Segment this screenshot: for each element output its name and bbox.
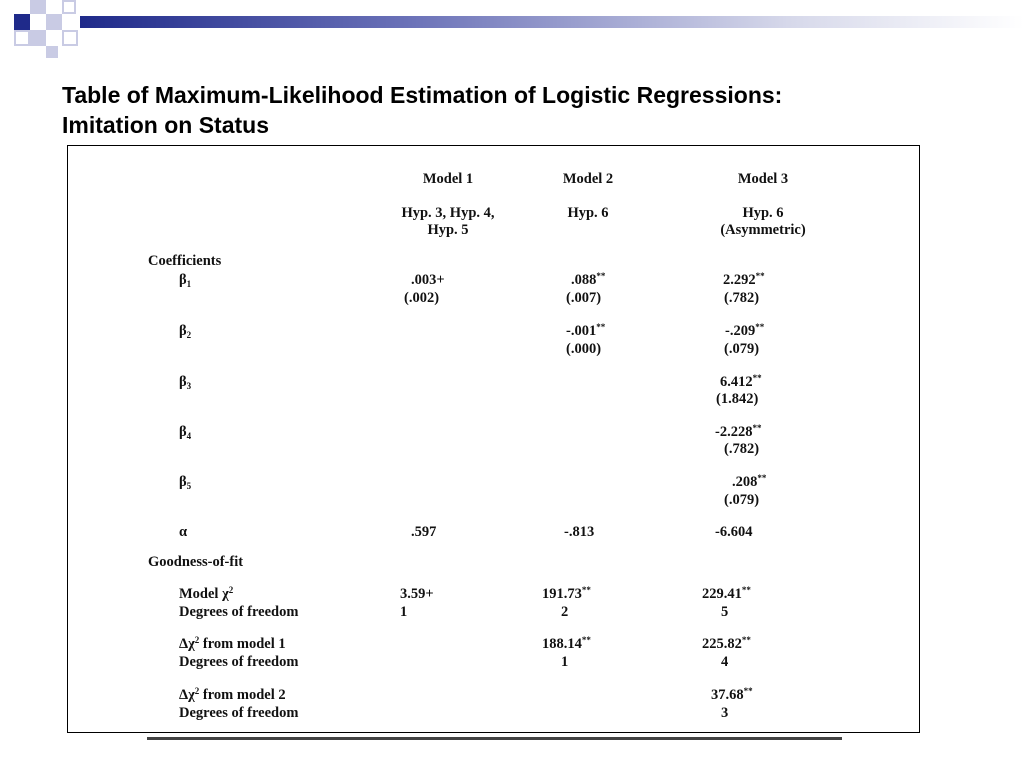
significance: ** xyxy=(596,322,606,332)
value: -2.228 xyxy=(715,424,753,440)
significance: ** xyxy=(581,635,591,645)
row-label-delta-chi2-model2 xyxy=(179,687,286,704)
model-chi2-model2-df: 2 xyxy=(561,604,569,620)
significance: ** xyxy=(755,322,765,332)
row-label-dof: Degrees of freedom xyxy=(179,705,299,721)
beta5-model3-se: (.079) xyxy=(724,492,760,508)
beta-symbol: β xyxy=(179,374,187,390)
deco-square-dark xyxy=(14,14,30,30)
beta5-model3 xyxy=(732,474,766,491)
row-label-beta-3 xyxy=(179,374,191,391)
slide-title-line-1: Table of Maximum-Likelihood Estimation of Logistic Regressions: xyxy=(62,82,783,108)
beta2-model2-se: (.000) xyxy=(566,341,602,357)
value: .208 xyxy=(732,474,758,490)
beta1-model2-se: (.007) xyxy=(566,290,602,306)
superscript: 2 xyxy=(194,686,200,696)
delta-chi2-m2-model3 xyxy=(711,687,753,704)
significance: ** xyxy=(741,635,751,645)
section-coefficients: Coefficients xyxy=(148,253,222,269)
delta-chi2-m1-model3-df: 4 xyxy=(721,654,729,670)
superscript: 2 xyxy=(194,635,200,645)
deco-square-outline xyxy=(62,30,78,46)
row-label-beta-5 xyxy=(179,474,191,491)
significance: ** xyxy=(581,585,591,595)
significance: ** xyxy=(755,271,765,281)
row-label-dof: Degrees of freedom xyxy=(179,654,299,670)
delta-chi2-m2-model3-df: 3 xyxy=(721,705,729,721)
significance: ** xyxy=(752,373,762,383)
beta-subscript: 5 xyxy=(186,481,192,491)
deco-square-outline xyxy=(14,30,30,46)
beta-subscript: 1 xyxy=(186,279,192,289)
significance: ** xyxy=(757,473,767,483)
header-model-1-hyp-2: Hyp. 5 xyxy=(427,222,469,238)
header-model-3-hyp-2: (Asymmetric) xyxy=(720,222,806,238)
value: 37.68 xyxy=(711,687,744,703)
beta3-model3 xyxy=(720,374,762,391)
header-model-3: Model 3 xyxy=(737,171,789,187)
section-goodness-of-fit: Goodness-of-fit xyxy=(148,554,244,570)
beta-symbol: β xyxy=(179,323,187,339)
beta2-model3-se: (.079) xyxy=(724,341,760,357)
delta-chi2-m1-model2 xyxy=(542,636,591,653)
deco-square-light xyxy=(30,30,46,46)
label: Δχ xyxy=(179,636,195,652)
header-model-2-hyp: Hyp. 6 xyxy=(567,205,609,221)
beta1-model2 xyxy=(571,272,605,289)
beta-symbol: β xyxy=(179,424,187,440)
beta1-model3-se: (.782) xyxy=(724,290,760,306)
model-chi2-model1-df: 1 xyxy=(400,604,408,620)
value: .088 xyxy=(571,272,597,288)
header-model-1-hyp: Hyp. 3, Hyp. 4, xyxy=(401,205,495,221)
alpha-model1: .597 xyxy=(411,524,437,540)
slide-title-line-2: Imitation on Status xyxy=(62,112,269,138)
label-suffix: from model 1 xyxy=(199,636,286,652)
model-chi2-model3 xyxy=(702,586,751,603)
value: 188.14 xyxy=(542,636,582,652)
beta1-model3 xyxy=(723,272,765,289)
deco-square-light xyxy=(46,46,58,58)
value: 225.82 xyxy=(702,636,742,652)
delta-chi2-m1-model3 xyxy=(702,636,751,653)
header-model-2: Model 2 xyxy=(562,171,614,187)
delta-chi2-m1-model2-df: 1 xyxy=(561,654,569,670)
deco-square-light xyxy=(30,0,46,14)
beta4-model3-se: (.782) xyxy=(724,441,760,457)
beta-subscript: 2 xyxy=(186,330,192,340)
beta-symbol: β xyxy=(179,474,187,490)
alpha-model2: -.813 xyxy=(564,524,595,540)
beta-symbol: β xyxy=(179,272,187,288)
value: -.001 xyxy=(566,323,597,339)
beta1-model1-se: (.002) xyxy=(404,290,440,306)
regression-table xyxy=(67,145,920,733)
slide-title xyxy=(62,80,982,140)
header-model-1: Model 1 xyxy=(422,171,474,187)
superscript: 2 xyxy=(228,585,234,595)
beta-subscript: 4 xyxy=(186,431,192,441)
significance: ** xyxy=(741,585,751,595)
beta4-model3 xyxy=(715,424,761,441)
row-label-beta-1 xyxy=(179,272,191,289)
label-suffix: from model 2 xyxy=(199,687,286,703)
row-label-model-chi2 xyxy=(179,586,233,603)
beta3-model3-se: (1.842) xyxy=(716,391,759,407)
model-chi2-model3-df: 5 xyxy=(721,604,729,620)
beta2-model3 xyxy=(725,323,764,340)
value: -.209 xyxy=(725,323,756,339)
header-model-3-hyp: Hyp. 6 xyxy=(742,205,784,221)
model-chi2-model1: 3.59+ xyxy=(400,586,434,602)
row-label-alpha: α xyxy=(179,524,188,540)
value: 229.41 xyxy=(702,586,742,602)
beta-subscript: 3 xyxy=(186,381,192,391)
row-label-beta-2 xyxy=(179,323,191,340)
model-chi2-model2 xyxy=(542,586,591,603)
significance: ** xyxy=(743,686,753,696)
significance: ** xyxy=(596,271,606,281)
label: Δχ xyxy=(179,687,195,703)
label: Model χ xyxy=(179,586,229,602)
row-label-beta-4 xyxy=(179,424,191,441)
deco-square-dark xyxy=(62,0,76,14)
row-label-delta-chi2-model1 xyxy=(179,636,286,653)
beta2-model2 xyxy=(566,323,605,340)
value: 191.73 xyxy=(542,586,582,602)
deco-square-light xyxy=(46,14,62,30)
value: 6.412 xyxy=(720,374,753,390)
value: 2.292 xyxy=(723,272,756,288)
table-bottom-rule xyxy=(147,737,842,740)
row-label-dof: Degrees of freedom xyxy=(179,604,299,620)
beta1-model1: .003+ xyxy=(411,272,445,288)
significance: ** xyxy=(752,423,762,433)
alpha-model3: -6.604 xyxy=(715,524,753,540)
header-gradient-bar xyxy=(80,16,1024,28)
